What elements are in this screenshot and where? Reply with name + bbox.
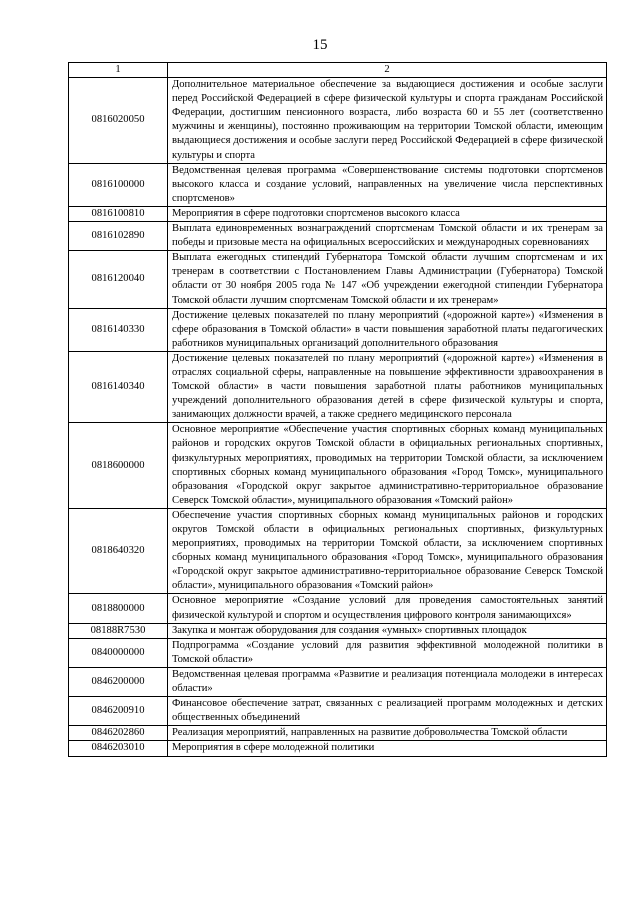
row-code: 0846202860 (69, 726, 168, 741)
row-code: 0846203010 (69, 741, 168, 756)
row-description: Закупка и монтаж оборудования для создания «умных» спортивных площадок (168, 623, 607, 638)
column-header-description: 2 (168, 63, 607, 78)
row-description: Мероприятия в сфере подготовки спортсменов высокого класса (168, 206, 607, 221)
table-row (69, 594, 607, 623)
row-code: 0840000000 (69, 638, 168, 667)
table-row (69, 222, 607, 251)
table-row (69, 623, 607, 638)
row-code: 0816140340 (69, 351, 168, 422)
row-code: 0816140330 (69, 308, 168, 351)
table-row (69, 206, 607, 221)
column-header-code: 1 (69, 63, 168, 78)
table-row (69, 308, 607, 351)
row-code: 0818800000 (69, 594, 168, 623)
row-code: 0816100810 (69, 206, 168, 221)
row-description: Реализация мероприятий, направленных на развитие добровольчества Томской области (168, 726, 607, 741)
table-row (69, 741, 607, 756)
row-code: 0816120040 (69, 251, 168, 308)
row-code: 0818640320 (69, 508, 168, 594)
row-code: 08188R7530 (69, 623, 168, 638)
row-code: 0846200000 (69, 667, 168, 696)
table-row (69, 726, 607, 741)
table-row (69, 508, 607, 594)
row-description: Финансовое обеспечение затрат, связанных с реализацией программ молодежных и детских общественных объединений (168, 697, 607, 726)
table-row (69, 163, 607, 206)
row-description: Ведомственная целевая программа «Совершенствование системы подготовки спортсменов высокого класса и создание условий, направленных на увеличение числа перспективных спортсменов» (168, 163, 607, 206)
row-code: 0816102890 (69, 222, 168, 251)
row-description: Мероприятия в сфере молодежной политики (168, 741, 607, 756)
budget-classification-table (68, 62, 607, 757)
table-row (69, 697, 607, 726)
row-description: Дополнительное материальное обеспечение за выдающиеся достижения и особые заслуги перед Российской Федерацией в сфере физической культуры и спорта гражданам Российской Федерации, достигшим пенсионного возраста, либо возраста 60 и 55 лет (соответственно мужчины и женщины), постоянно проживающим на территории Томской области, имеющим выдающиеся достижения и особые заслуги перед Российской Федерацией в сфере физической культуры и спорта (168, 78, 607, 164)
page-number: 15 (312, 37, 328, 53)
row-code: 0818600000 (69, 423, 168, 509)
row-description: Выплата ежегодных стипендий Губернатора Томской области лучшим спортсменам и их тренерам в соответствии с Постановлением Главы Администрации (Губернатора) Томской области от 30 ноября 2005 года № 147 «Об учреждении ежегодной стипендии Губернатора Томской области лучшим спортсменам Томской области и их тренерам» (168, 251, 607, 308)
table-row (69, 667, 607, 696)
table-header-row (69, 63, 607, 78)
row-description: Основное мероприятие «Создание условий для проведения самостоятельных занятий физической культурой и спортом и осуществления цифрового контроля занимающихся» (168, 594, 607, 623)
table-row (69, 423, 607, 509)
table-row (69, 351, 607, 422)
row-description: Ведомственная целевая программа «Развитие и реализация потенциала молодежи в интересах области» (168, 667, 607, 696)
table-row (69, 251, 607, 308)
row-description: Подпрограмма «Создание условий для развития эффективной молодежной политики в Томской области» (168, 638, 607, 667)
row-description: Обеспечение участия спортивных сборных команд муниципальных районов и городских округов Томской области в официальных региональных спортивных, физкультурных мероприятиях, проводимых на территории Томской области, за исключением спортивных сборных команд муниципального образования «Город Томск», муниципального образования «Городской округ закрытое административно-территориальное образование Северск Томской области», муниципального образования «Томский район» (168, 508, 607, 594)
row-description: Достижение целевых показателей по плану мероприятий («дорожной карте») «Изменения в сфере образования в Томской области» в части повышения заработной платы педагогических работников муниципальных организаций дополнительного образования (168, 308, 607, 351)
row-code: 0816100000 (69, 163, 168, 206)
table-row (69, 78, 607, 164)
row-description: Достижение целевых показателей по плану мероприятий («дорожной карте») «Изменения в отраслях социальной сферы, направленные на повышение эффективности здравоохранения в Томской области» в части повышения заработной платы работников муниципальных учреждений дополнительного образования детей в сфере физической культуры и спорта, занимающих должности врачей, а также среднего медицинского персонала (168, 351, 607, 422)
row-description: Основное мероприятие «Обеспечение участия спортивных сборных команд муниципальных районов и городских округов Томской области в официальных региональных спортивных, физкультурных мероприятиях, проводимых на территории Томской области, за исключением спортивных сборных команд муниципального образования «Город Томск», муниципального образования «Городской округ закрытое административно-территориальное образование Северск Томской области», муниципального образования «Томский район» (168, 423, 607, 509)
row-description: Выплата единовременных вознаграждений спортсменам Томской области и их тренерам за победы и призовые места на официальных всероссийских и международных соревнованиях (168, 222, 607, 251)
table-row (69, 638, 607, 667)
row-code: 0816020050 (69, 78, 168, 164)
row-code: 0846200910 (69, 697, 168, 726)
